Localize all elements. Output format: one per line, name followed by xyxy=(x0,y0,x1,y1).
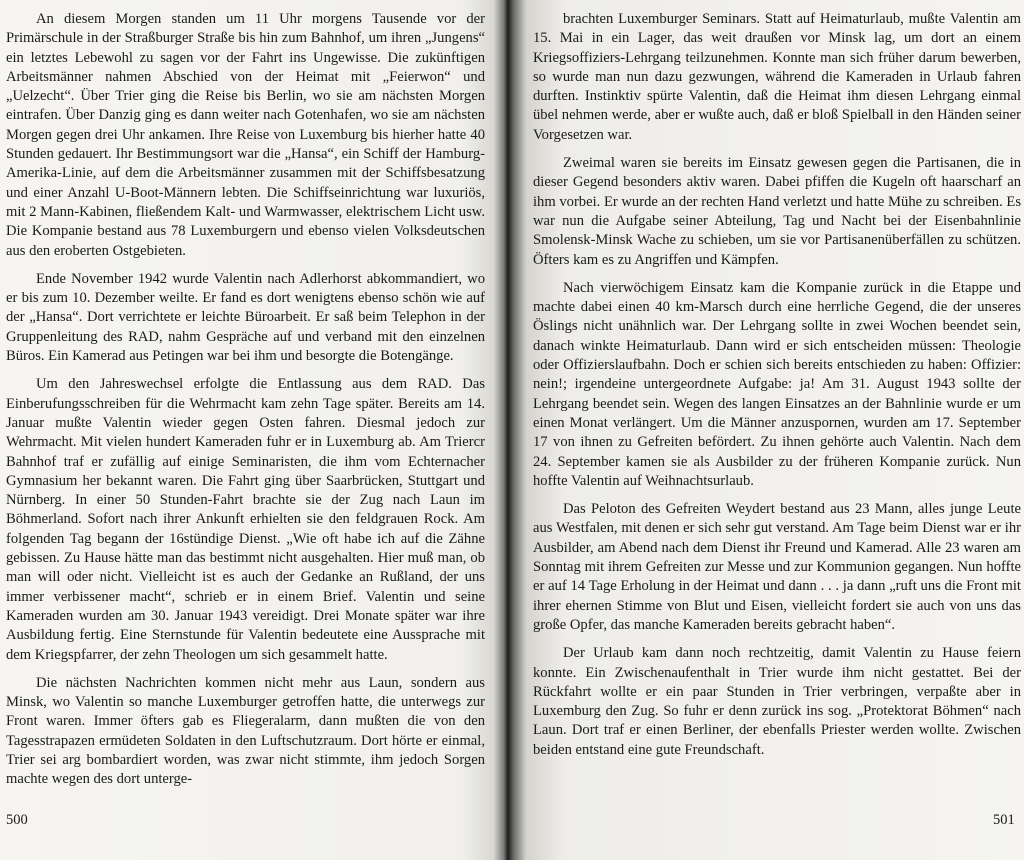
left-page-number: 500 xyxy=(6,812,28,828)
right-paragraph-2: Zweimal waren sie bereits im Einsatz gewesen gegen die Partisanen, die in dieser Gegend besonders aktiv waren. Dabei pfiffen die Kugeln oft haarscharf an ihm vorbei. Er wurde an der rechten Hand verletzt und hatte Mühe zu schreiben. Es war nun die Aufgabe seiner Abteilung, Tag und Nacht bei der Eisenbahnlinie Smolensk-Minsk Wache zu schieben, um sie vor Partisanenüberfällen zu schützen. Öfters kam es zu Angriffen und Kämpfen. xyxy=(533,155,1021,268)
left-paragraph-1: An diesem Morgen standen um 11 Uhr morgens Tausende vor der Primärschule in der Straßburger Straße bis hin zum Bahnhof, um ihren „Jungens“ ein letztes Lebewohl zu sagen vor der Fahrt ins Ungewisse. Die zukünftigen Arbeitsmänner nahmen Abschied von der Heimat mit „Feierwon“ und „Uelzecht“. Über Trier ging die Reise bis Berlin, wo sie am nächsten Morgen eintrafen. Über Danzig ging es dann weiter nach Gotenhafen, wo sie am nächsten Morgen gegen drei Uhr ankamen. Ihre Reise von Luxemburg bis hierher hatte 40 Stunden gedauert. Ihr Bestimmungsort war die „Hansa“, ein Schiff der Hamburg-Amerika-Linie, auf dem die Arbeitsmänner zusammen mit der Schiffsbesatzung und einer Anzahl U-Boot-Männern lebten. Die Schiffseinrichtung war luxuriös, mit 2 Mann-Kabinen, fließendem Kalt- und Warmwasser, elektrischem Licht usw. Die Kompanie bestand aus 78 Luxemburgern und ebenso vielen Volksdeutschen aus den eroberten Ostgebieten. xyxy=(6,11,485,259)
left-paragraph-2: Ende November 1942 wurde Valentin nach Adlerhorst abkommandiert, wo er bis zum 10. Dezember weilte. Er fand es dort wenigtens ebenso schön wie auf der „Hansa“. Dort verrichtete er leichte Büroarbeit. Er saß beim Telephon in der Gruppenleitung des RAD, nahm Gespräche auf und verband mit den einzelnen Büros. Ein Kamerad aus Petingen war bei ihm und besorgte die Botengänge. xyxy=(6,270,485,365)
right-page-number: 501 xyxy=(993,812,1015,828)
left-paragraph-3: Um den Jahreswechsel erfolgte die Entlassung aus dem RAD. Das Einberufungsschreiben für die Wehrmacht kam zehn Tage später. Bereits am 14. Januar mußte Valentin wieder gegen Osten fahren. Diesmal jedoch zur Wehrmacht. Mit vielen hundert Kameraden fuhr er in Luxemburg ab. Am Triercr Bahnhof traf er zufällig auf einige Seminaristen, die ihm vom Echternacher Gymnasium her bekannt waren. Die Fahrt ging über Saarbrücken, Stuttgart und Nürnberg. In einer 50 Stunden-Fahrt brachte sie der Zug nach Laun im Böhmerland. Sofort nach ihrer Ankunft erhielten sie den feldgrauen Rock. Am folgenden Tag begann der 16stündige Dienst. „Wie oft habe ich auf die Zähne gebissen. Zu Hause hätte man das bestimmt nicht ausgehalten. Hier muß man, ob man will oder nicht. Vielleicht ist es auch der Gedanke an Rußland, der uns immer verbissener macht“, schrieb er in einem Brief. Valentin und seine Kameraden wurden am 30. Januar 1943 vereidigt. Drei Monate später war ihre Ausbildung fertig. Eine Sternstunde für Valentin bedeutete eine Aussprache mit dem Kriegspfarrer, der zehn Theologen um sich gesammelt hatte. xyxy=(6,376,485,663)
right-paragraph-3: Nach vierwöchigem Einsatz kam die Kompanie zurück in die Etappe und machte dabei einen 40 km-Marsch durch eine herrliche Gegend, die der unseres Öslings nicht unähnlich war. Der Lehrgang sollte in zwei Wochen beendet sein, danach winkte Heimaturlaub. Dann wird er sich entscheiden müssen: Theologie oder Offizierslaufbahn. Doch er schien sich bereits entschieden zu haben: Offizier: nein!; irgendeine untergeordnete Aufgabe: ja! Am 31. August 1943 sollte der Lehrgang beendet sein. Wegen des langen Einsatzes an der Bahnlinie wurde er um einen Monat verlängert. Um die Männer anzuspornen, wurden am 17. September 17 von ihnen zu Gefreiten befördert. Zu ihnen gehörte auch Valentin. Nach dem 24. September kamen sie als Ausbilder zu der früheren Kompanie zurück. Nun hoffte Valentin auf Weihnachtsurlaub. xyxy=(533,279,1021,489)
left-page xyxy=(4,10,485,790)
right-paragraph-5: Der Urlaub kam dann noch rechtzeitig, damit Valentin zu Hause feiern konnte. Ein Zwischenaufenthalt in Trier wurde ihm nicht gestattet. Bei der Rückfahrt wollte er ein paar Stunden in Trier verbringen, verpaßte aber in Luxemburg den Zug. So fuhr er denn zurück ins sog. „Protektorat Böhmen“ nach Laun. Dort traf er einen Berliner, der ebenfalls Priester werden wollte. Zwischen beiden entstand eine gute Freundschaft. xyxy=(533,645,1021,758)
right-paragraph-1: brachten Luxemburger Seminars. Statt auf Heimaturlaub, mußte Valentin am 15. Mai in ein Lager, das weit draußen vor Minsk lag, um dort an einem Kriegsoffiziers-Lehrgang teilzunehmen. Konnte man sich früher darum bewerben, so wurde man nun dazu gezwungen, während die Kameraden in Urlaub fahren durften. Instinktiv spürte Valentin, daß die Heimat ihm diesen Lehrgang einmal übel nehmen werde, aber er wußte auch, daß er bloß Spielball in den Händen seiner Vorgesetzen war. xyxy=(533,11,1021,143)
right-page xyxy=(533,10,1021,760)
left-paragraph-4: Die nächsten Nachrichten kommen nicht mehr aus Laun, sondern aus Minsk, wo Valentin so manche Luxemburger getroffen hatte, die unterwegs zur Front waren. Immer öfters gab es Fliegeralarm, dann mußten die von den Tagesstrapazen ermüdeten Soldaten in den Luftschutzraum. Dort hörte er einmal, Trier sei arg bombardiert worden, was zwar nicht stimmte, ihm jedoch Sorgen machte wegen des dort unterge- xyxy=(6,674,485,788)
right-paragraph-4: Das Peloton des Gefreiten Weydert bestand aus 23 Mann, alles junge Leute aus Westfalen, mit denen er sich sehr gut verstand. Am Tage beim Dienst war er ihr Ausbilder, am Abend nach dem Dienst ihr Freund und Kamerad. Alle 23 waren am Sonntag mit ihrem Gefreiten zur Messe und zur Kommunion gegangen. Nun hoffte er auf 14 Tage Erholung in der Heimat und dann . . . ja dann „ruft uns die Front mit ihrer ehernen Stimme von Blut und Eisen, vielleicht fordert sie auch von uns das große Opfer, das manche Kameraden bereits gebracht haben“. xyxy=(533,501,1021,633)
